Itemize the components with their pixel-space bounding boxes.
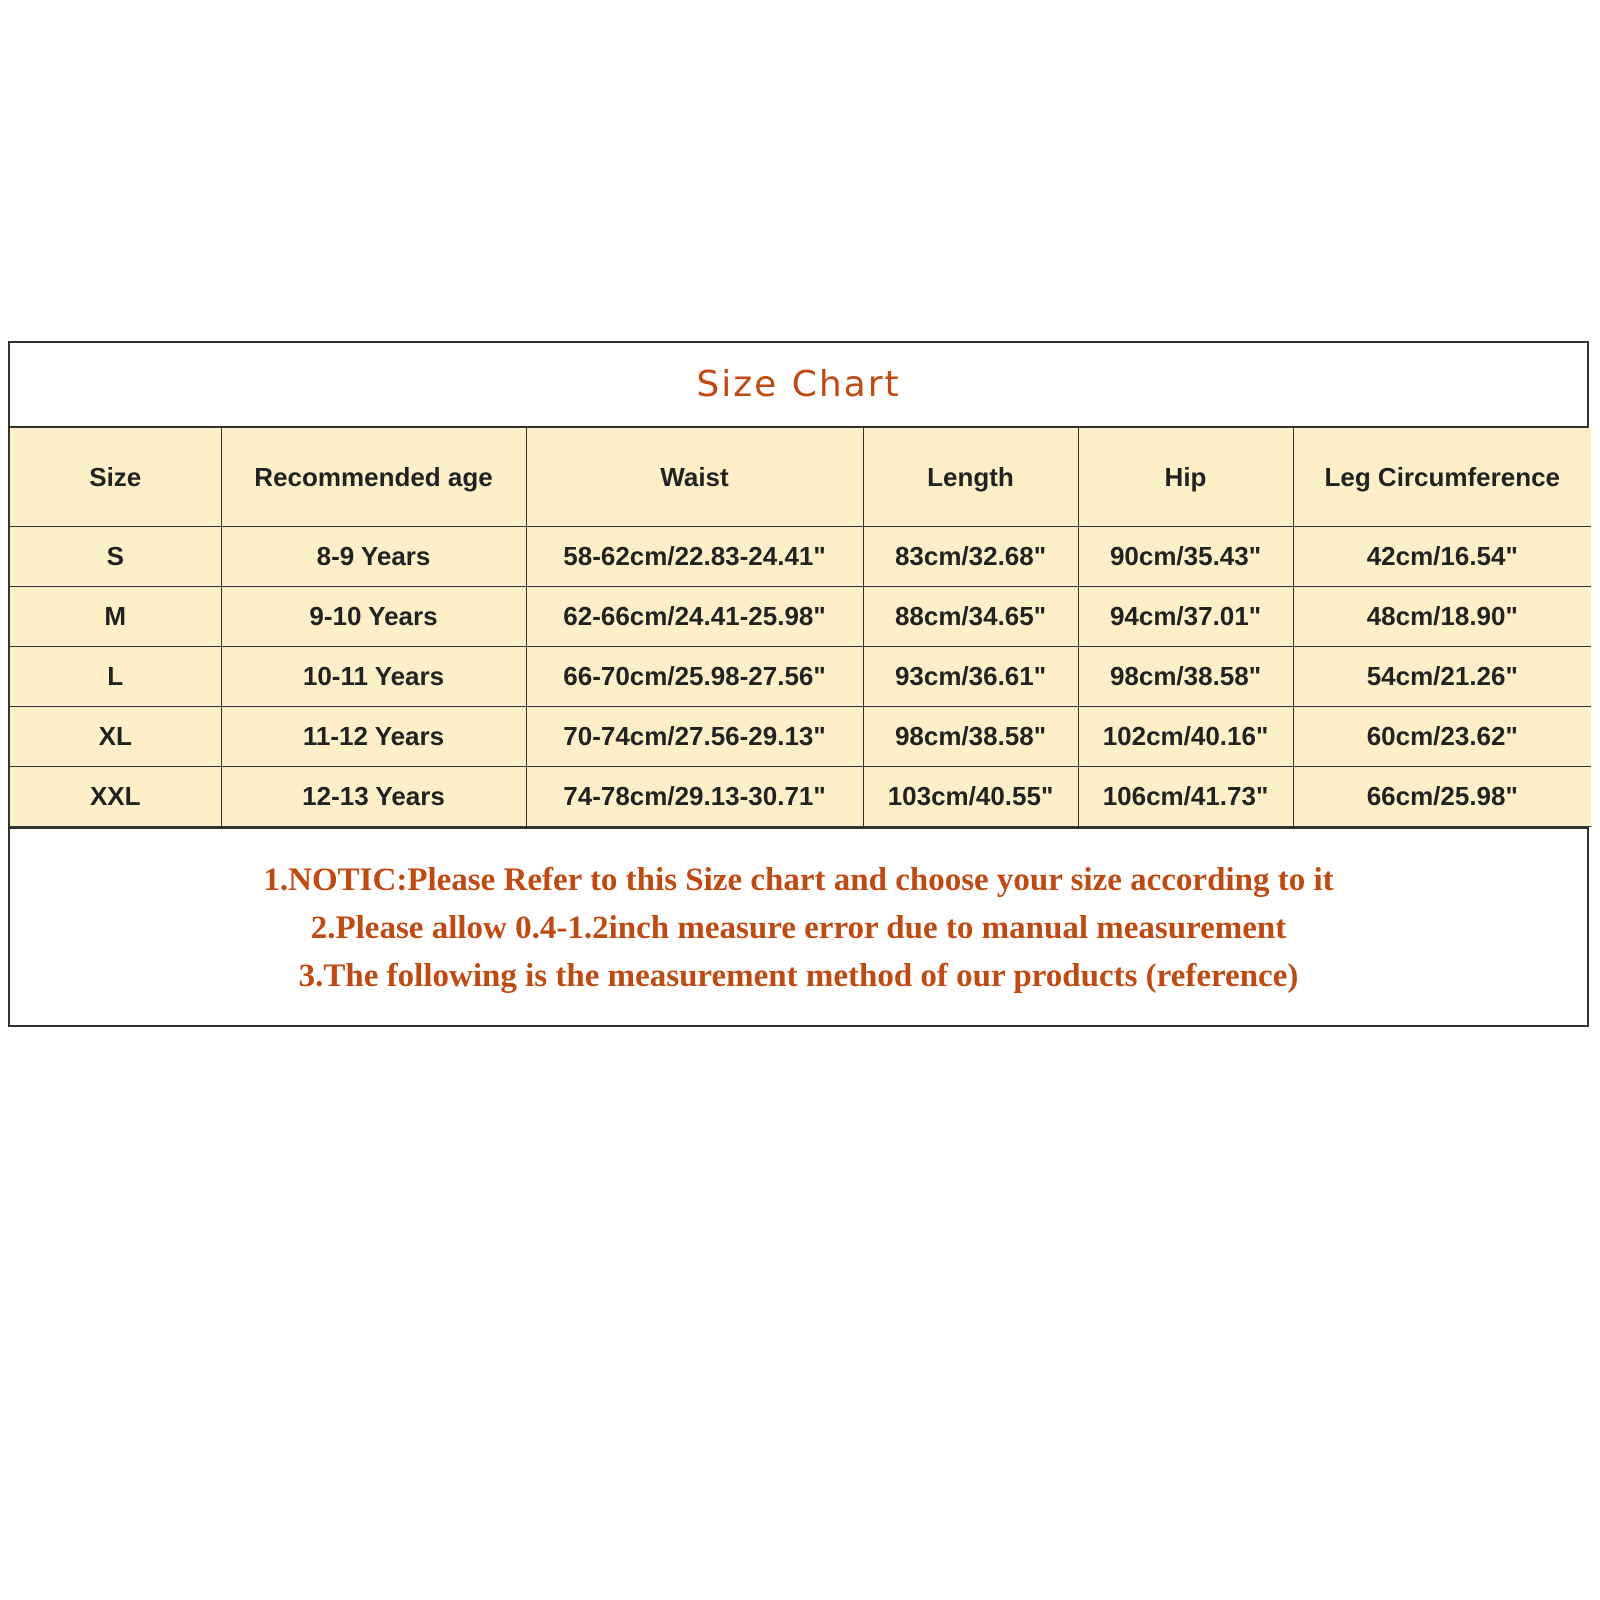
note-line: 2.Please allow 0.4-1.2inch measure error due to manual measurement xyxy=(310,909,1287,946)
cell-length: 83cm/32.68" xyxy=(863,527,1078,587)
header-length: Length xyxy=(863,428,1078,527)
header-leg-circumference: Leg Circumference xyxy=(1293,428,1591,527)
table-header-row xyxy=(10,428,1591,527)
cell-waist: 74-78cm/29.13-30.71" xyxy=(526,767,863,827)
cell-leg-circumference: 54cm/21.26" xyxy=(1293,647,1591,707)
note-line: 3.The following is the measurement method of our products (reference) xyxy=(298,957,1299,994)
cell-hip: 98cm/38.58" xyxy=(1078,647,1293,707)
cell-waist: 70-74cm/27.56-29.13" xyxy=(526,707,863,767)
cell-size: L xyxy=(10,647,221,707)
notes-section xyxy=(10,827,1587,1026)
cell-waist: 58-62cm/22.83-24.41" xyxy=(526,527,863,587)
cell-recommended-age: 11-12 Years xyxy=(221,707,526,767)
cell-length: 88cm/34.65" xyxy=(863,587,1078,647)
cell-waist: 66-70cm/25.98-27.56" xyxy=(526,647,863,707)
table-row xyxy=(10,707,1591,767)
cell-hip: 106cm/41.73" xyxy=(1078,767,1293,827)
table-row xyxy=(10,647,1591,707)
cell-leg-circumference: 60cm/23.62" xyxy=(1293,707,1591,767)
cell-length: 93cm/36.61" xyxy=(863,647,1078,707)
table-row xyxy=(10,527,1591,587)
cell-hip: 90cm/35.43" xyxy=(1078,527,1293,587)
cell-recommended-age: 9-10 Years xyxy=(221,587,526,647)
cell-recommended-age: 12-13 Years xyxy=(221,767,526,827)
cell-length: 103cm/40.55" xyxy=(863,767,1078,827)
cell-size: M xyxy=(10,587,221,647)
cell-size: S xyxy=(10,527,221,587)
cell-leg-circumference: 48cm/18.90" xyxy=(1293,587,1591,647)
cell-length: 98cm/38.58" xyxy=(863,707,1078,767)
cell-leg-circumference: 42cm/16.54" xyxy=(1293,527,1591,587)
table-row xyxy=(10,767,1591,827)
note-line: 1.NOTIC:Please Refer to this Size chart and choose your size according to it xyxy=(263,861,1334,898)
cell-size: XL xyxy=(10,707,221,767)
header-waist: Waist xyxy=(526,428,863,527)
cell-recommended-age: 8-9 Years xyxy=(221,527,526,587)
cell-hip: 94cm/37.01" xyxy=(1078,587,1293,647)
cell-leg-circumference: 66cm/25.98" xyxy=(1293,767,1591,827)
header-size: Size xyxy=(10,428,221,527)
header-hip: Hip xyxy=(1078,428,1293,527)
cell-waist: 62-66cm/24.41-25.98" xyxy=(526,587,863,647)
cell-hip: 102cm/40.16" xyxy=(1078,707,1293,767)
table-row xyxy=(10,587,1591,647)
chart-title: Size Chart xyxy=(10,343,1587,428)
size-chart-panel xyxy=(8,341,1589,1027)
cell-size: XXL xyxy=(10,767,221,827)
cell-recommended-age: 10-11 Years xyxy=(221,647,526,707)
header-recommended-age: Recommended age xyxy=(221,428,526,527)
size-table xyxy=(10,428,1591,827)
